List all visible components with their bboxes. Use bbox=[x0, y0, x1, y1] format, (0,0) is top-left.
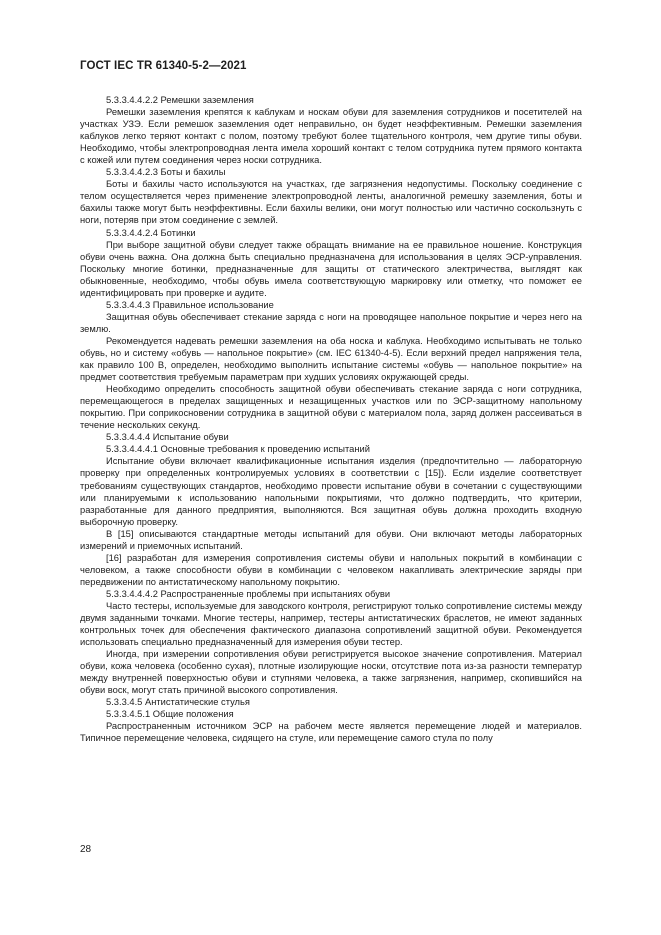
document-body bbox=[80, 94, 582, 745]
paragraph: Ремешки заземления крепятся к каблукам и носкам обуви для заземления сотрудников и посетителей на участках УЗЭ. Если ремешок заземления одет неправильно, он будет неэффективным. Ремешки заземления каблуков легко теряют контакт с полом, поэтому требуют более тщательного контроля, чем другие типы обуви. Необходимо, чтобы электропроводная лента имела хороший контакт с телом сотрудника путем прямого контакта с кожей или путем соединения через носки сотрудника. bbox=[80, 107, 582, 166]
section-heading: 5.3.3.4.4.4.2 Распространенные проблемы при испытаниях обуви bbox=[106, 588, 391, 599]
section-heading: 5.3.3.4.4.2.4 Ботинки bbox=[106, 227, 196, 238]
paragraph: [16] разработан для измерения сопротивления системы обуви и напольных покрытий в комбинации с человеком, а также способности обуви в комбинации с человеком накапливать электрические заряды при передвижении по антистатическому напольному покрытию. bbox=[80, 552, 582, 587]
paragraph: Боты и бахилы часто используются на участках, где загрязнения недопустимы. Поскольку соединение с телом осуществляется через применение электропроводной ленты, аналогичной ремешку заземления, боты и бахилы также могут быть неэффективны. Если бахилы велики, они могут полностью или частично соскользнуть с ноги, потеряв при этом соединение с землей. bbox=[80, 179, 582, 226]
paragraph: Защитная обувь обеспечивает стекание заряда с ноги на проводящее напольное покрытие и через него на землю. bbox=[80, 311, 582, 334]
paragraph: Распространенным источником ЭСР на рабочем месте является перемещение людей и материалов. Типичное перемещение человека, сидящего на стуле, или перемещение самого стула по полу bbox=[80, 721, 582, 744]
page-number: 28 bbox=[80, 844, 92, 855]
section-heading: 5.3.3.4.5 Антистатические стулья bbox=[106, 697, 250, 708]
paragraph: Испытание обуви включает квалификационные испытания изделия (предпочтительно — лабораторную проверку при определенных контролируемых условиях в соответствии с [15]). Если изделие соответствует требованиям существующих стандартов, необходимо провести испытание обуви в сочетании с существующими или планируемыми к использованию напольными покрытиями, что должно подтвердить, что критерии, разработанные для данного предприятия, выполняются. Вся защитная обувь должна проходить входную выборочную проверку. bbox=[80, 456, 582, 527]
section-heading: 5.3.3.4.4.2.2 Ремешки заземления bbox=[106, 95, 254, 105]
paragraph: В [15] описываются стандартные методы испытаний для обуви. Они включают методы лабораторных измерений и приемочных испытаний. bbox=[80, 528, 582, 551]
paragraph: Необходимо определить способность защитной обуви обеспечивать стекание заряда с ноги сотрудника, перемещающегося в пределах защищенных и незащищенных участков или по ЭСР-защитному напольному покрытию. При соприкосновении сотрудника в защитной обуви с материалом пола, заряд должен рассеиваться в течение нескольких секунд. bbox=[80, 384, 582, 431]
section-heading: 5.3.3.4.5.1 Общие положения bbox=[106, 709, 234, 720]
paragraph: Часто тестеры, используемые для заводского контроля, регистрируют только сопротивление системы между двумя заданными точками. Многие тестеры, например, тестеры антистатических браслетов, не имеют заданных контрольных точек для обеспечения фактического диапазона сопротивлений защитной обуви. Рекомендуется использовать специально предназначенный для измерения обуви тестер. bbox=[80, 600, 582, 648]
section-heading: 5.3.3.4.4.2.3 Боты и бахилы bbox=[106, 167, 226, 178]
section-heading: 5.3.3.4.4.3 Правильное использование bbox=[106, 299, 274, 310]
paragraph: Иногда, при измерении сопротивления обуви регистрируется высокое значение сопротивления. Материал обуви, кожа человека (особенно сухая), плотные изолирующие носки, отсутствие пота из-за разности температур между внутренней поверхностью обуви и ступнями человека, а также загрязнения, например, скопившийся на обуви воск, могут стать причиной высокого сопротивления. bbox=[80, 649, 582, 696]
section-heading: 5.3.3.4.4.4.1 Основные требования к проведению испытаний bbox=[106, 444, 370, 455]
section-heading: 5.3.3.4.4.4 Испытание обуви bbox=[106, 432, 229, 443]
paragraph: При выборе защитной обуви следует также обращать внимание на ее правильное ношение. Конструкция обуви очень важна. Она должна быть специально предназначена для использования в целях ЭСР-управления. Поскольку многие ботинки, предназначенные для защиты от статического электричества, выглядят как обыкновенные, необходимо, чтобы обувь имела соответствующую маркировку или отметку, что поможет ее идентифицировать при проверке и аудите. bbox=[80, 239, 582, 298]
document-header: ГОСТ IEC TR 61340-5-2—2021 bbox=[80, 60, 247, 72]
paragraph: Рекомендуется надевать ремешки заземления на оба носка и каблука. Необходимо испытывать не только обувь, но и систему «обувь — напольное покрытие» (см. IEC 61340-4-5). Если верхний предел напряжения тела, как правило 100 В, определен, необходимо выполнить испытание системы «обувь — напольное покрытие» на предмет соответствия требуемым параметрам при худших условиях окружающей среды. bbox=[80, 335, 582, 383]
